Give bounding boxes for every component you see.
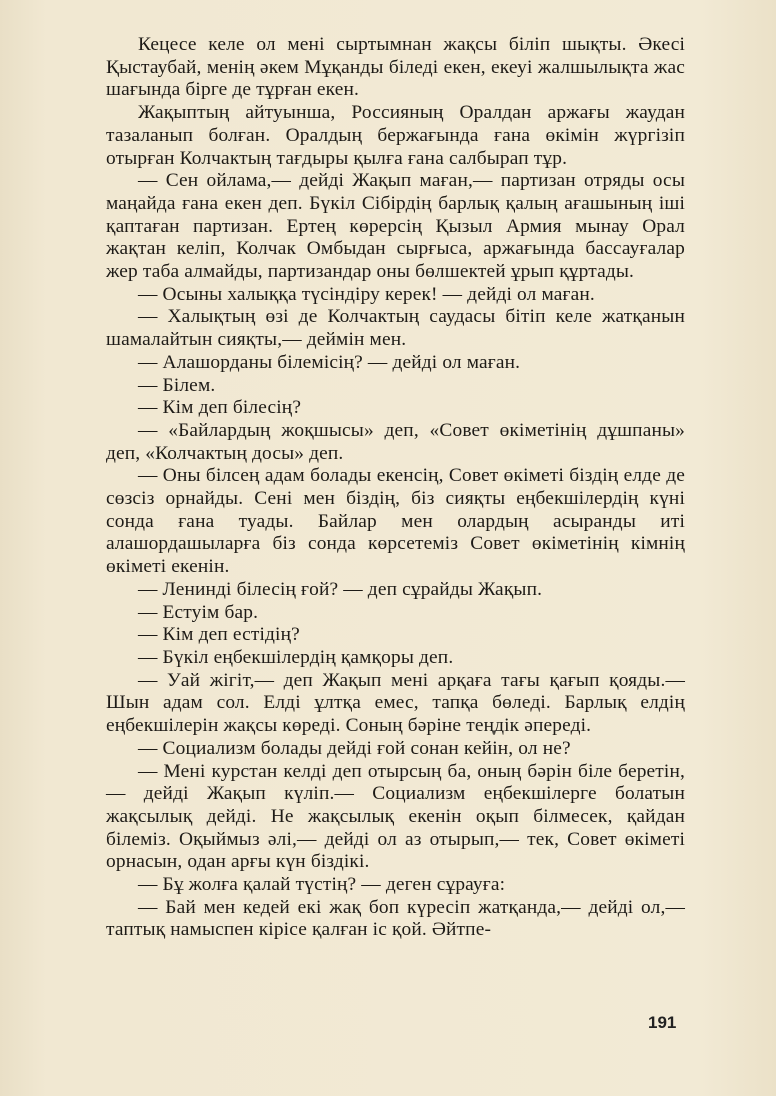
- paragraph: — Білем.: [138, 374, 216, 396]
- paragraph: — Мені курстан келді деп отырсың ба, оның бәрін біле беретін,— дейді Жақып күліп.— Социализм еңбекшілерге болатын жақсылық дейді. Не жақсылық екенін оқып білмесек, қайдан білеміз. Оқыймыз әлі,— дейді ол аз отырып,— тек, Совет өкіметі орнасын, одан арғы күн біздікі.: [106, 760, 685, 873]
- paragraph: — Бай мен кедей екі жақ боп күресіп жатқанда,— дейді ол,— таптық намыспен кірісе қалған іс қой. Әйтпе-: [106, 896, 685, 941]
- paragraph: — Оны білсең адам болады екенсің, Совет өкіметі біздің елде де сөзсіз орнайды. Сені мен біздің, біз сияқты еңбекшілердің күні сонда ғана туады. Байлар мен олардың асыранды иті алашордашыларға біз сонда көрсетеміз Совет өкіметінің кімнің өкіметі екенін.: [106, 465, 685, 578]
- paragraph: — Кім деп білесің?: [138, 397, 302, 419]
- paragraph: — Осыны халыққа түсіндіру керек! — дейді ол маған.: [138, 283, 595, 305]
- page-number: 191: [648, 1013, 677, 1032]
- paragraph: — Ленинді білесің ғой? — деп сұрайды Жақып.: [138, 578, 543, 600]
- paragraph: — «Байлардың жоқшысы» деп, «Совет өкіметінің дұшпаны» деп, «Колчактың досы» деп.: [106, 419, 685, 464]
- paragraph: — Кім деп естідің?: [138, 624, 300, 646]
- paragraph: — Уай жігіт,— деп Жақып мені арқаға тағы қағып қояды.— Шын адам сол. Елді ұлтқа емес, тапқа бөледі. Барлық елдің еңбекшілерін жақсы көреді. Соның бәріне теңдік әпереді.: [106, 669, 685, 737]
- paragraph: — Бүкіл еңбекшілердің қамқоры деп.: [138, 646, 454, 668]
- body-text: [106, 34, 685, 942]
- paragraph: — Сен ойлама,— дейді Жақып маған,— партизан отряды осы маңайда ғана екен деп. Бүкіл Сібірдің барлық қалың ағашының іші қаптаған партизан. Ертең көрерсің Қызыл Армия мынау Орал жақтан келіп, Колчак Омбыдан сырғыса, аржағында бассауғалар жер таба алмайды, партизандар оны бөлшектей ұрып құртады.: [106, 170, 685, 283]
- paragraph: — Естуім бар.: [138, 601, 259, 623]
- paragraph: — Алашорданы білемісің? — дейді ол маған.: [138, 351, 521, 373]
- paragraph: — Социализм болады дейді ғой сонан кейін, ол не?: [138, 737, 571, 759]
- paragraph: — Халықтың өзі де Колчактың саудасы бітіп келе жатқанын шамалайтын сияқты,— деймін мен.: [106, 306, 685, 351]
- paragraph: Жақыптың айтуынша, Россияның Оралдан аржағы жаудан тазаланып болған. Оралдың бержағында ғана өкімін жүргізіп отырған Колчактың тағдыры қылға ғана салбырап тұр.: [106, 102, 685, 169]
- paragraph: Кецесе келе ол мені сыртымнан жақсы біліп шықты. Әкесі Қыстаубай, менің әкем Мұқанды біледі екен, екеуі жалшылықта жас шағында бірге де тұрған екен.: [106, 34, 685, 101]
- paragraph: — Бұ жолға қалай түстің? — деген сұрауға:: [138, 874, 506, 896]
